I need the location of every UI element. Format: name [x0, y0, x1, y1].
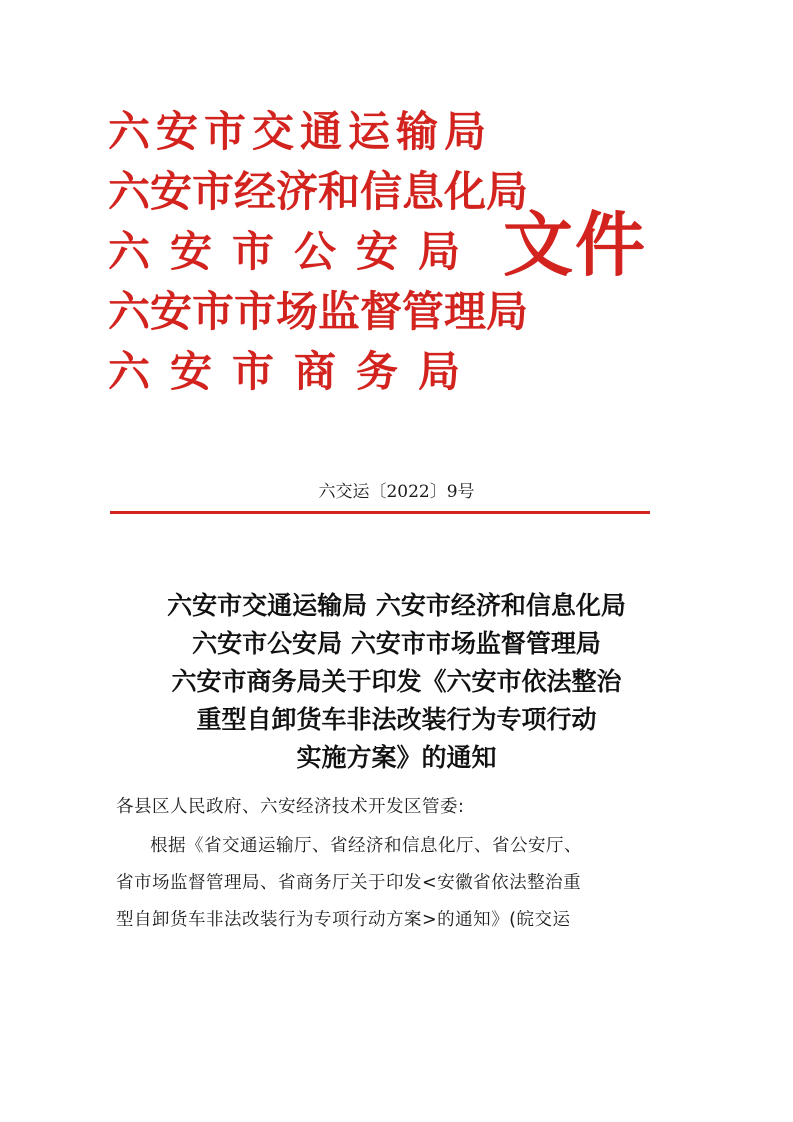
- issuer-name: 六安市商务局: [108, 347, 481, 396]
- document-number: 六交运〔2022〕9号: [318, 482, 475, 502]
- issuer-list: [108, 102, 529, 402]
- red-divider-line: [110, 511, 650, 514]
- title-line: 六安市商务局关于印发《六安市依法整治: [171, 667, 622, 696]
- title-line: 实施方案》的通知: [296, 743, 497, 772]
- title-line: 六安市交通运输局 六安市经济和信息化局: [167, 591, 626, 620]
- document-body: [116, 792, 616, 939]
- body-line: 型自卸货车非法改装行为专项行动方案>的通知》(皖交运: [116, 910, 571, 930]
- title-line: 六安市公安局 六安市市场监督管理局: [192, 629, 601, 658]
- document-word: 文件: [503, 203, 647, 286]
- body-line: 根据《省交通运输厅、省经济和信息化厅、省公安厅、: [150, 836, 582, 856]
- body-line: 省市场监督管理局、省商务厅关于印发<安徽省依法整治重: [116, 873, 582, 893]
- issuer-name: 六安市经济和信息化局: [108, 167, 529, 216]
- issuer-name: 六安市公安局: [108, 227, 481, 276]
- salutation: 各县区人民政府、六安经济技术开发区管委:: [116, 797, 465, 817]
- issuer-name: 六安市市场监督管理局: [108, 287, 529, 336]
- title-line: 重型自卸货车非法改装行为专项行动: [196, 705, 597, 734]
- issuer-name: 六安市交通运输局: [108, 107, 493, 156]
- document-title: [90, 587, 703, 777]
